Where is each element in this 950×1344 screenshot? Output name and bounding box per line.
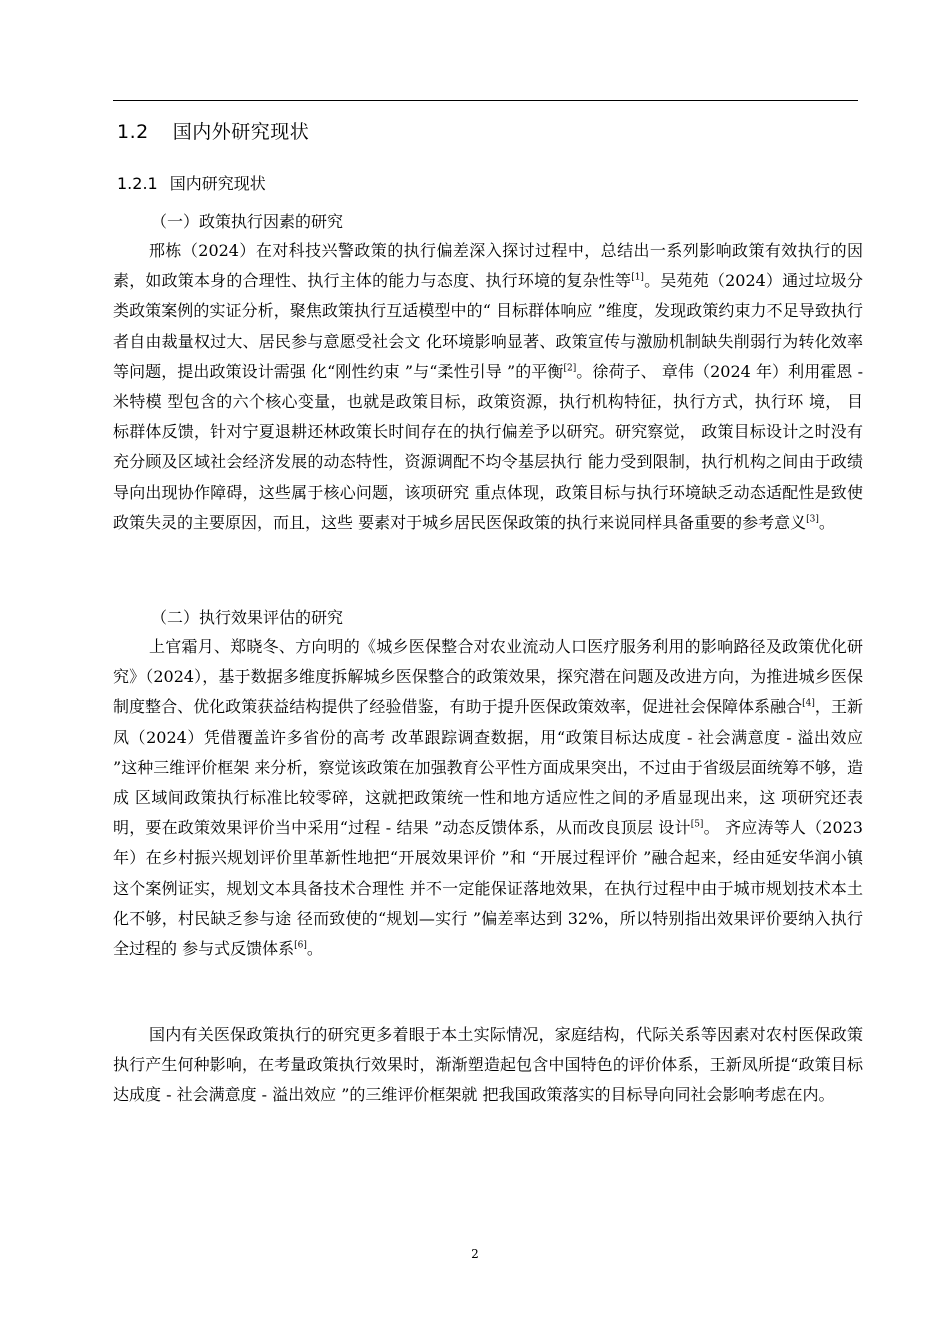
part1-paragraph [113,236,863,538]
section-number: 1.2 [117,121,149,143]
part2-heading: （二）执行效果评估的研究 [151,608,344,627]
header-rule [113,100,858,101]
citation-2: [2] [563,363,577,374]
section-heading [117,117,309,144]
part2-text-3: 。 齐应涛等人（2023 年）在乡村振兴规划评价里革新性地把“开展效果评价 ”和 “开展过程评价 ”融合起来，经由延安华润小镇这个案例证实，规划文本具备技术合理性 并不一定能保证落地效果，在执行过程中由于城市规划技术本土化不够，村民缺乏参与途 径而致使的“规划—实行 ”偏差率达到 32%，所以特别指出效果评价要纳入执行全过程的 参与式反馈体系 [113,818,863,959]
part1-text-4: 。 [818,512,835,532]
part1-text-1: 邢栋（2024）在对科技兴警政策的执行偏差深入探讨过程中，总结出一系列影响政策有效执行的因素，如政策本身的合理性、执行主体的能力与态度、执行环境的复杂性等 [113,241,863,291]
part2-paragraph [113,632,863,964]
citation-3: [3] [806,514,819,525]
citation-5: [5] [690,819,704,830]
subsection-title: 国内研究现状 [169,174,266,193]
part2-text-4: 。 [306,939,323,959]
subsection-number: 1.2.1 [117,174,158,193]
citation-4: [4] [802,699,815,710]
part1-text-3: 。徐荷子、 章伟（2024 年）利用霍恩 - 米特模 型包含的六个核心变量，也就是政策目标，政策资源，执行机构特征，执行方式，执行环 境， 目标群体反馈，针对宁夏退耕还林政策长时间存在的执行偏差予以研究。研究察觉， 政策目标设计之时没有充分顾及区域社会经济发展的动态特性，资源调配不均令基层执行 能力受到限制，执行机构之间由于政绩导向出现协作障碍，这些属于核心问题，该项研究 重点体现，政策目标与执行环境缺乏动态适配性是致使政策失灵的主要原因，而且，这些 要素对于城乡居民医保政策的执行来说同样具备重要的参考意义 [113,361,863,532]
section-title: 国内外研究现状 [172,121,310,143]
citation-6: [6] [294,940,307,951]
subsection-heading [117,171,266,194]
part1-heading: （一）政策执行因素的研究 [151,212,344,231]
citation-1: [1] [631,272,644,283]
part2-text-1: 上官霜月、郑晓冬、方向明的《城乡医保整合对农业流动人口医疗服务利用的影响路径及政策优化研究》（2024），基于数据多维度拆解城乡医保整合的政策效果，探究潜在问题及改进方向，为推进城乡医保制度整合、优化政策获益结构提供了经验借鉴，有助于提升医保政策效率，促进社会保障体系融合 [113,637,863,717]
page-number: 2 [471,1247,479,1261]
part1-text-2: 。吴苑苑（2024）通过垃圾分类政策案例的实证分析，聚焦政策执行互适模型中的“ 目标群体响应 ”维度，发现政策约束力不足导致执行者自由裁量权过大、居民参与意愿受社会文 化环境影响显著、政策宣传与激励机制缺失削弱行为转化效率等问题，提出政策设计需强 化“刚性约束 ”与“柔性引导 ”的平衡 [113,271,863,381]
part2-text-2: ，王新凤（2024）凭借覆盖许多省份的高考 改革跟踪调查数据，用“政策目标达成度 - 社会满意度 - 溢出效应 ”这种三维评价框架 来分析，察觉该政策在加强教育公平性方面成果突出，不过由于省级层面统筹不够，造成 区域间政策执行标准比较零碎，这就把政策统一性和地方适应性之间的矛盾显现出来，这 项研究还表明，要在政策效果评价当中采用“过程 - 结果 ”动态反馈体系，从而改良顶层 设计 [113,697,863,838]
part3-paragraph: 国内有关医保政策执行的研究更多着眼于本土实际情况，家庭结构，代际关系等因素对农村医保政策执行产生何种影响，在考量政策执行效果时，渐渐塑造起包含中国特色的评价体系，王新凤所提“政策目标达成度 - 社会满意度 - 溢出效应 ”的三维评价框架就 把我国政策落实的目标导向同社会影响考虑在内。 [113,1025,863,1105]
